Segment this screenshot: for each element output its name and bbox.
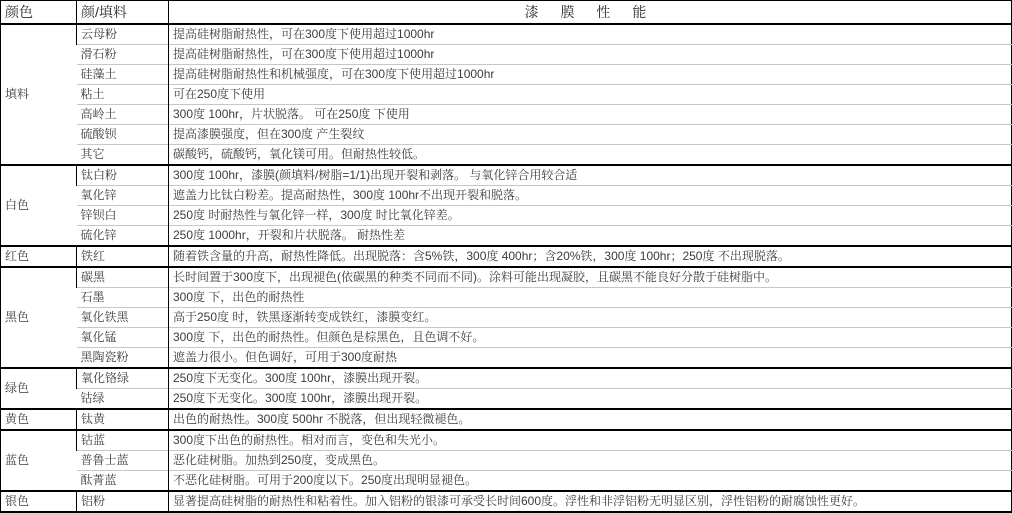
header-color: 颜色 (5, 4, 33, 20)
table-row (1, 65, 1012, 85)
table-row (1, 125, 1012, 145)
table-row (1, 409, 1012, 430)
pigment-cell: 黑陶瓷粉 (77, 348, 169, 369)
performance-cell: 提高硅树脂耐热性和机械强度，可在300度下使用超过1000hr (169, 65, 1012, 85)
color-group-cell: 黑色 (1, 267, 77, 368)
table-row (1, 308, 1012, 328)
table-row (1, 471, 1012, 492)
table-row (1, 328, 1012, 348)
pigment-cell: 普鲁士蓝 (77, 451, 169, 471)
performance-cell: 300度下出色的耐热性。相对而言，变色和失光小。 (169, 430, 1012, 451)
header-performance: 漆 膜 性 能 (169, 1, 1012, 25)
pigment-cell: 其它 (77, 145, 169, 166)
performance-cell: 300度 100hr，漆膜(颜填料/树脂=1/1)出现开裂和剥落。 与氧化锌合用较合适 (169, 165, 1012, 186)
performance-cell: 显著提高硅树脂的耐热性和粘着性。加入铝粉的银漆可承受长时间600度。浮性和非浮铝粉无明显区别，浮性铝粉的耐腐蚀性更好。 (169, 491, 1012, 512)
performance-cell: 提高硅树脂耐热性，可在300度下使用超过1000hr (169, 24, 1012, 45)
performance-cell: 碳酸钙，硫酸钙，氧化镁可用。但耐热性较低。 (169, 145, 1012, 166)
pigment-cell: 氧化铁黑 (77, 308, 169, 328)
header-row (1, 1, 1012, 25)
pigment-cell: 酞菁蓝 (77, 471, 169, 492)
pigment-cell: 云母粉 (77, 24, 169, 45)
pigment-cell: 硫化锌 (77, 226, 169, 247)
performance-cell: 300度 下，出色的耐热性。但颜色是棕黑色，且色调不好。 (169, 328, 1012, 348)
color-group-cell: 绿色 (1, 368, 77, 409)
table-row (1, 145, 1012, 166)
pigment-cell: 钴绿 (77, 389, 169, 410)
pigment-cell: 氧化锰 (77, 328, 169, 348)
performance-cell: 恶化硅树脂。加热到250度，变成黑色。 (169, 451, 1012, 471)
table-row (1, 491, 1012, 512)
table-row (1, 226, 1012, 247)
table-row (1, 24, 1012, 45)
table-row (1, 267, 1012, 288)
table-row (1, 246, 1012, 267)
pigment-cell: 滑石粉 (77, 45, 169, 65)
table-row (1, 288, 1012, 308)
performance-cell: 250度 时耐热性与氧化锌一样，300度 时比氧化锌差。 (169, 206, 1012, 226)
performance-cell: 250度 1000hr，开裂和片状脱落。 耐热性差 (169, 226, 1012, 247)
performance-cell: 长时间置于300度下，出现褪色(依碳黑的种类不同而不同)。涂料可能出现凝胶，且碳黑不能良好分散于硅树脂中。 (169, 267, 1012, 288)
table-row (1, 165, 1012, 186)
header-pigment: 颜/填料 (77, 1, 169, 25)
pigment-cell: 氧化锌 (77, 186, 169, 206)
color-group-cell: 红色 (1, 246, 77, 267)
table-row (1, 206, 1012, 226)
table-row (1, 105, 1012, 125)
pigment-cell: 粘土 (77, 85, 169, 105)
table-row (1, 45, 1012, 65)
pigment-cell: 碳黑 (77, 267, 169, 288)
performance-cell: 高于250度 时，铁黑逐渐转变成铁红，漆膜变红。 (169, 308, 1012, 328)
table-row (1, 451, 1012, 471)
performance-cell: 300度 100hr，片状脱落。 可在250度 下使用 (169, 105, 1012, 125)
performance-cell: 250度下无变化。300度 100hr，漆膜出现开裂。 (169, 389, 1012, 410)
performance-cell: 300度 下，出色的耐热性 (169, 288, 1012, 308)
performance-cell: 提高硅树脂耐热性，可在300度下使用超过1000hr (169, 45, 1012, 65)
pigment-cell: 硅藻土 (77, 65, 169, 85)
color-group-cell: 黄色 (1, 409, 77, 430)
table-row (1, 368, 1012, 389)
pigment-cell: 锌钡白 (77, 206, 169, 226)
performance-cell: 出色的耐热性。300度 500hr 不脱落，但出现轻微褪色。 (169, 409, 1012, 430)
performance-cell: 遮盖力很小。但色调好，可用于300度耐热 (169, 348, 1012, 369)
performance-cell: 随着铁含量的升高，耐热性降低。出现脱落：含5%铁，300度 400hr；含20%铁，300度 100hr；250度 不出现脱落。 (169, 246, 1012, 267)
pigment-cell: 石墨 (77, 288, 169, 308)
pigment-cell: 钛黄 (77, 409, 169, 430)
table-row (1, 389, 1012, 410)
table-row (1, 348, 1012, 369)
pigment-cell: 铝粉 (77, 491, 169, 512)
pigment-cell: 硫酸钡 (77, 125, 169, 145)
table-row (1, 186, 1012, 206)
color-group-cell: 填料 (1, 24, 77, 165)
color-group-cell: 蓝色 (1, 430, 77, 491)
performance-cell: 提高漆膜强度，但在300度 产生裂纹 (169, 125, 1012, 145)
color-group-cell: 银色 (1, 491, 77, 512)
pigment-cell: 钛白粉 (77, 165, 169, 186)
performance-cell: 遮盖力比钛白粉差。提高耐热性，300度 100hr不出现开裂和脱落。 (169, 186, 1012, 206)
pigment-cell: 铁红 (77, 246, 169, 267)
pigment-cell: 氧化铬绿 (77, 368, 169, 389)
performance-cell: 250度下无变化。300度 100hr，漆膜出现开裂。 (169, 368, 1012, 389)
pigment-cell: 钴蓝 (77, 430, 169, 451)
performance-cell: 不恶化硅树脂。可用于200度以下。250度出现明显褪色。 (169, 471, 1012, 492)
pigment-cell: 高岭土 (77, 105, 169, 125)
performance-cell: 可在250度下使用 (169, 85, 1012, 105)
color-group-cell: 白色 (1, 165, 77, 246)
table-row (1, 85, 1012, 105)
table-row (1, 430, 1012, 451)
